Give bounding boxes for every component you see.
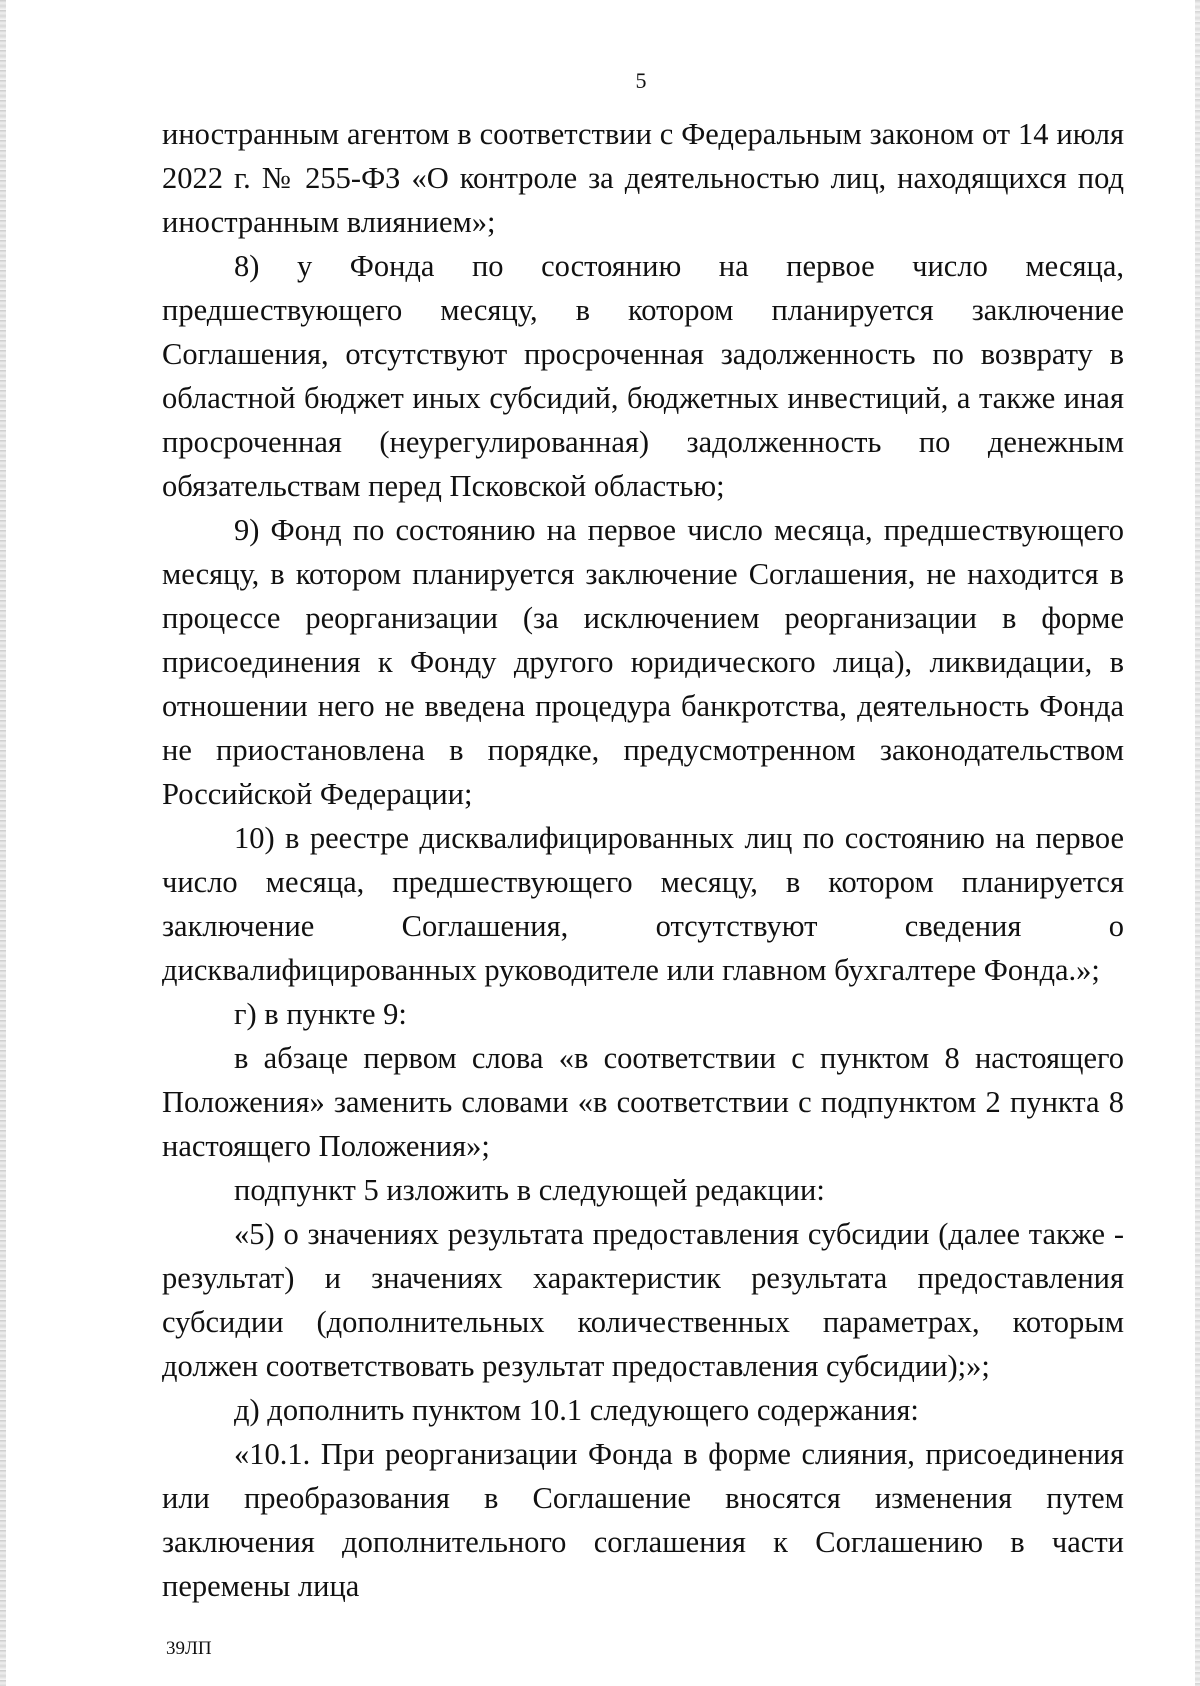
paragraph-item-10: 10) в реестре дисквалифицированных лиц по состоянию на первое число месяца, предшествующего месяцу, в котором планируется заключение Соглашения, отсутствуют сведения о дисквалифицированных руководителе или главном бухгалтере Фонда.»; — [162, 821, 1124, 987]
paragraph-item-9: 9) Фонд по состоянию на первое число месяца, предшествующего месяцу, в котором планируется заключение Соглашения, не находится в процессе реорганизации (за исключением реорганизации в форме присоединения к Фонду другого юридического лица), ликвидации, в отношении него не введена процедура банкротства, деятельность Фонда не приостановлена в порядке, предусмотренном законодательством Российской Федерации; — [162, 513, 1124, 811]
paragraph-continuation: иностранным агентом в соответствии с Федеральным законом от 14 июля 2022 г. № 255-ФЗ «О контроле за деятельностью лиц, находящихся под иностранным влиянием»; — [162, 117, 1124, 239]
paragraph-item-g: г) в пункте 9: — [234, 997, 407, 1031]
scan-edge-left — [0, 0, 6, 1686]
footer-document-code: 39ЛП — [166, 1638, 212, 1659]
paragraph-amendment-first: в абзаце первом слова «в соответствии с пунктом 8 настоящего Положения» заменить словами «в соответствии с подпунктом 2 пункта 8 настоящего Положения»; — [162, 1041, 1124, 1163]
paragraph-subpoint-5-intro: подпункт 5 изложить в следующей редакции: — [234, 1173, 825, 1207]
paragraph-subpoint-5-text: «5) о значениях результата предоставления субсидии (далее также - результат) и значениях характеристик результата предоставления субсидии (дополнительных количественных параметрах, которым должен соответствовать результат предоставления субсидии);»; — [162, 1217, 1124, 1383]
paragraph-item-d: д) дополнить пунктом 10.1 следующего содержания: — [234, 1393, 919, 1427]
paragraph-item-10-1: «10.1. При реорганизации Фонда в форме слияния, присоединения или преобразования в Соглашение вносятся изменения путем заключения дополнительного соглашения к Соглашению в части перемены лица — [162, 1437, 1124, 1603]
page-number: 5 — [635, 68, 647, 93]
scan-edge-right — [1195, 0, 1200, 1686]
paragraph-item-8: 8) у Фонда по состоянию на первое число месяца, предшествующего месяцу, в котором планируется заключение Соглашения, отсутствуют просроченная задолженность по возврату в областной бюджет иных субсидий, бюджетных инвестиций, а также иная просроченная (неурегулированная) задолженность по денежным обязательствам перед Псковской областью; — [162, 249, 1124, 503]
document-body — [162, 112, 1124, 1608]
